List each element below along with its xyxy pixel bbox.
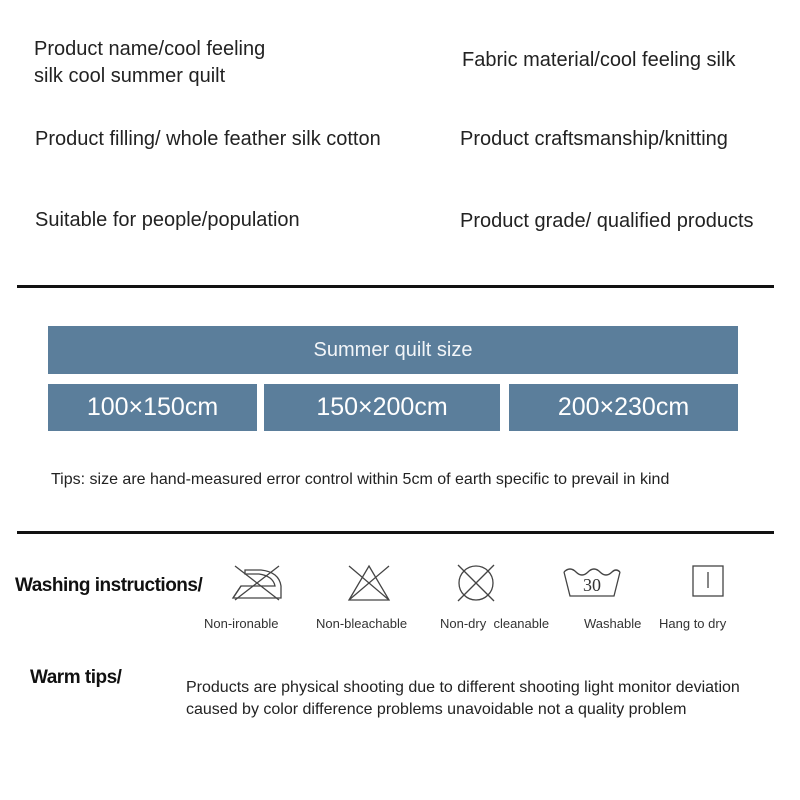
wash-label-washable: Washable	[584, 616, 642, 631]
size-cell-large: 200×230cm	[509, 384, 738, 431]
divider-bottom	[17, 531, 774, 534]
non-ironable-icon	[227, 562, 287, 609]
spec-product-grade: Product grade/ qualified products	[460, 210, 754, 232]
non-dry-cleanable-icon	[453, 562, 499, 609]
size-cell-small: 100×150cm	[48, 384, 257, 431]
size-cell-medium: 150×200cm	[264, 384, 500, 431]
size-tips: Tips: size are hand-measured error control within 5cm of earth specific to prevail in kind	[51, 471, 670, 488]
washable-icon	[560, 562, 624, 609]
spec-suitable-for: Suitable for people/population	[35, 209, 300, 231]
non-bleachable-icon	[345, 562, 393, 609]
wash-temperature: 30	[583, 575, 601, 595]
spec-product-filling: Product filling/ whole feather silk cotton	[35, 128, 381, 150]
warm-tips-line2: caused by color difference problems unavoidable not a quality problem	[186, 701, 687, 718]
washing-title: Washing instructions/	[15, 575, 203, 596]
wash-label-non-bleachable: Non-bleachable	[316, 616, 408, 631]
wash-label-hang-to-dry: Hang to dry	[659, 616, 727, 631]
wash-label-non-dry-cleanable: Non-dry cleanable	[440, 616, 550, 631]
size-table-header: Summer quilt size	[48, 326, 738, 374]
divider-top	[17, 285, 774, 288]
warm-tips-title: Warm tips/	[30, 667, 122, 688]
spec-product-name-line1: Product name/cool feeling	[34, 38, 266, 60]
spec-product-name-line2: silk cool summer quilt	[34, 65, 226, 87]
warm-tips-line1: Products are physical shooting due to different shooting light monitor deviation	[186, 679, 740, 696]
spec-product-craftsmanship: Product craftsmanship/knitting	[460, 128, 728, 150]
spec-product-name	[34, 36, 265, 90]
warm-tips-text	[186, 677, 740, 721]
hang-to-dry-icon	[689, 562, 727, 605]
spec-fabric-material: Fabric material/cool feeling silk	[462, 49, 736, 71]
wash-label-non-ironable: Non-ironable	[204, 616, 279, 631]
